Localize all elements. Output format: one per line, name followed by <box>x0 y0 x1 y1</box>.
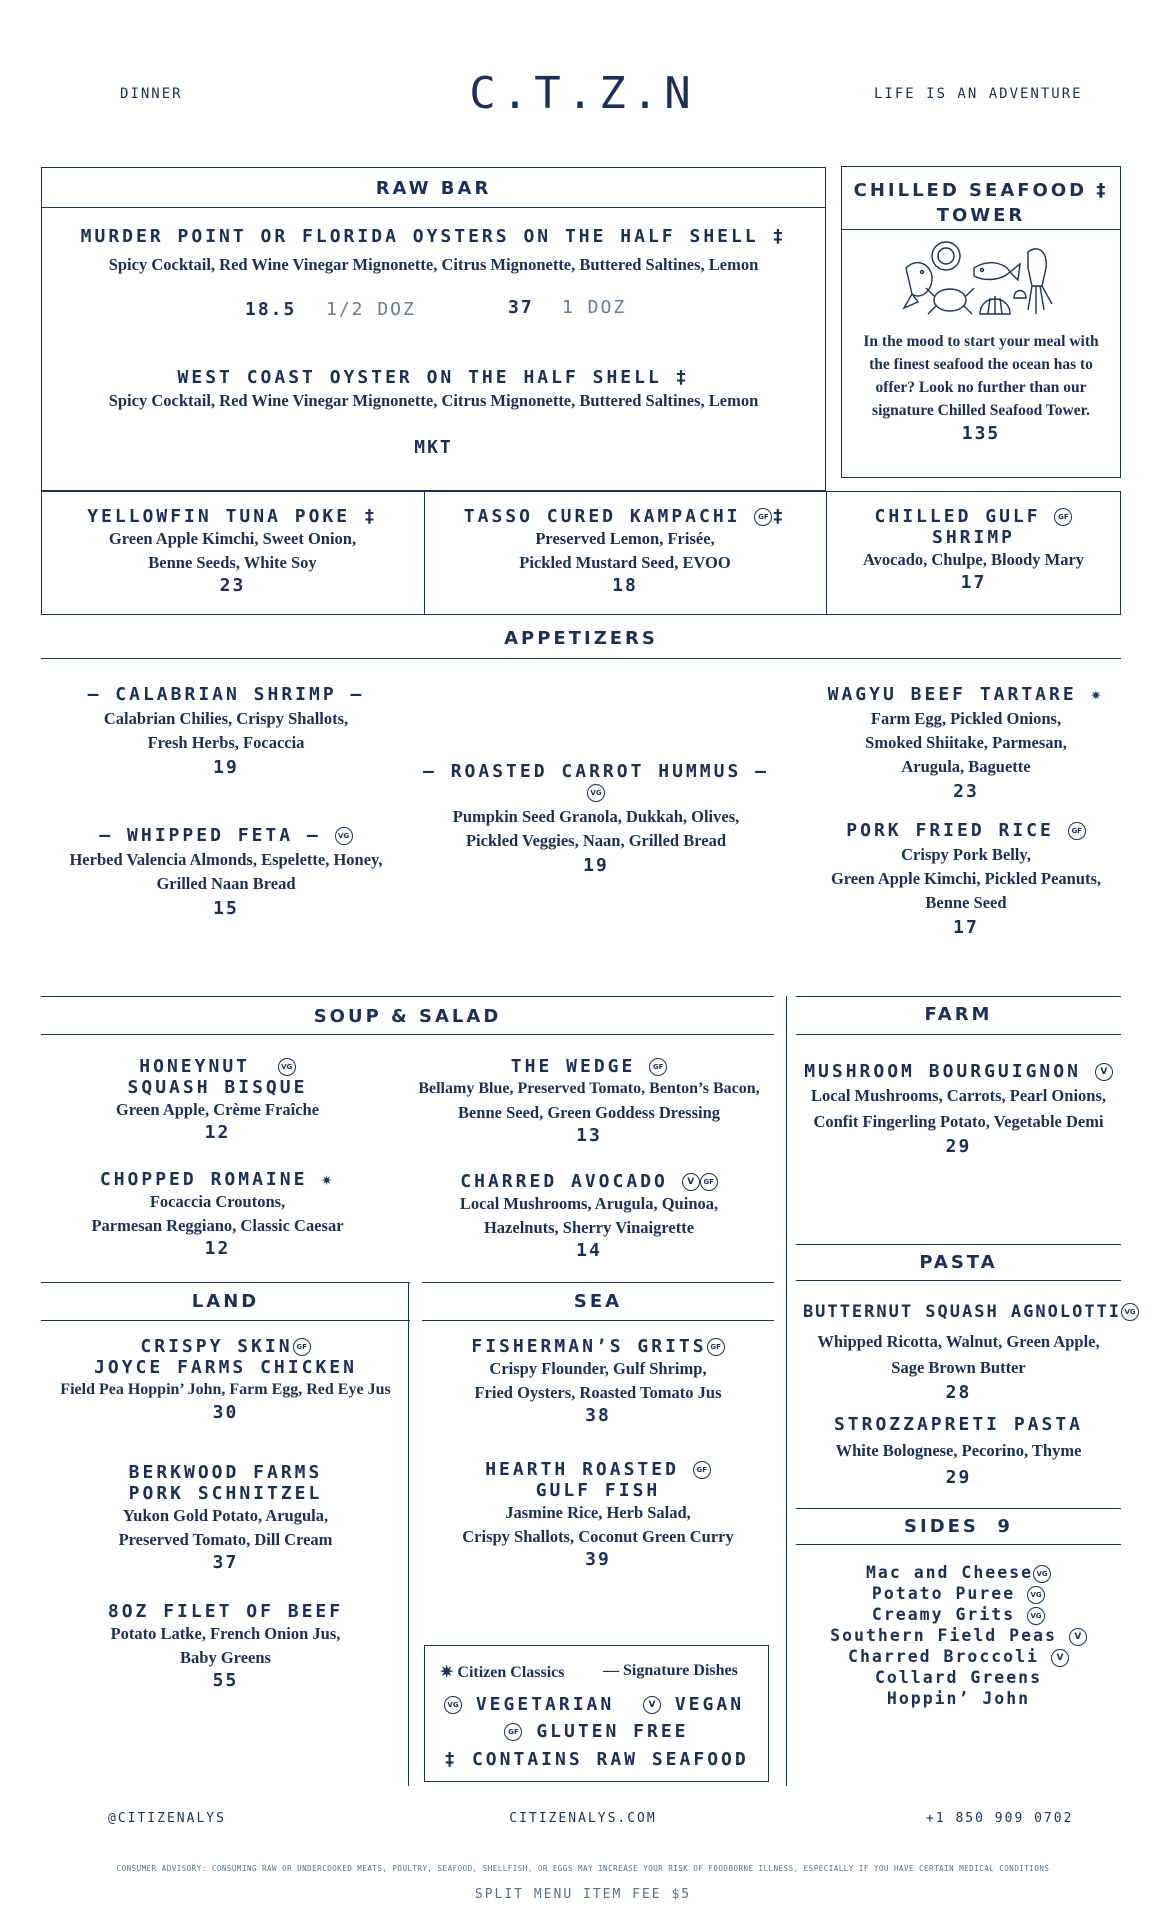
romaine-desc2: Parmesan Reggiano, Classic Caesar <box>91 1216 344 1235</box>
header-right: LIFE IS AN ADVENTURE <box>874 86 1083 102</box>
feta-desc2: Grilled Naan Bread <box>156 874 296 893</box>
rice-desc1: Crispy Pork Belly, <box>901 845 1031 864</box>
calabrian-price: 19 <box>213 757 239 778</box>
vegan-icon: V <box>682 1173 700 1191</box>
shrimp-name2: SHRIMP <box>931 527 1016 548</box>
wedge-name: THE WEDGE <box>510 1056 636 1077</box>
pork-desc2: Preserved Tomato, Dill Cream <box>118 1530 333 1549</box>
fish-desc1: Jasmine Rice, Herb Salad, <box>505 1503 691 1522</box>
soup-salad-title: SOUP & SALAD <box>313 1006 502 1027</box>
vegetarian-icon: VG <box>278 1058 296 1076</box>
vegan-icon: V <box>643 1696 661 1714</box>
wedge-desc2: Benne Seed, Green Goddess Dressing <box>457 1103 721 1122</box>
oyster1-half-label: 1/2 DOZ <box>326 299 416 320</box>
vegetarian-icon: VG <box>587 784 605 802</box>
list-item: Mac and Cheese VG <box>796 1562 1121 1583</box>
tartare-name: WAGYU BEEF TARTARE ✷ <box>827 684 1105 705</box>
poke-desc1: Green Apple Kimchi, Sweet Onion, <box>108 529 357 548</box>
oyster1-price-half: 18.5 <box>245 299 297 320</box>
legend-raw: CONTAINS RAW SEAFOOD <box>471 1749 749 1770</box>
sides-title: SIDES 9 <box>904 1516 1013 1537</box>
raw-bar-title: RAW BAR <box>375 178 492 199</box>
pork-name1: BERKWOOD FARMS <box>128 1462 323 1483</box>
instagram-link[interactable]: @CITIZENALYS <box>108 1811 226 1826</box>
star-icon: ✷ <box>440 1664 454 1681</box>
bisque-price: 12 <box>204 1122 231 1143</box>
pork-price: 37 <box>212 1552 239 1573</box>
shrimp-desc: Avocado, Chulpe, Bloody Mary <box>862 550 1085 569</box>
land-title: LAND <box>191 1291 260 1312</box>
gluten-free-icon: GF <box>1054 508 1072 526</box>
romaine-name: CHOPPED ROMAINE ✷ <box>99 1169 336 1190</box>
filet-desc2: Baby Greens <box>180 1648 271 1667</box>
gluten-free-icon: GF <box>693 1461 711 1479</box>
poke-desc2: Benne Seeds, White Soy <box>148 553 317 572</box>
bisque-name2: SQUASH BISQUE <box>127 1077 308 1098</box>
wedge-desc1: Bellamy Blue, Preserved Tomato, Benton’s Bacon, <box>418 1080 760 1097</box>
kampachi-price: 18 <box>612 575 638 596</box>
tower-title-line2: TOWER <box>936 205 1026 226</box>
shrimp-name1: CHILLED GULF <box>874 506 1041 527</box>
bisque-name1: HONEYNUT <box>139 1056 250 1077</box>
agnolotti-desc1: Whipped Ricotta, Walnut, Green Apple, <box>817 1332 1100 1351</box>
poke-price: 23 <box>219 575 246 596</box>
legend-vegetarian: VEGETARIAN <box>475 1694 615 1715</box>
feta-desc1: Herbed Valencia Almonds, Espelette, Honey, <box>69 850 383 869</box>
tower-desc: In the mood to start your meal with the finest seafood the ocean has to offer? Look no further than our signature Chilled Seafood Tower. <box>863 333 1099 419</box>
kampachi-desc1: Preserved Lemon, Frisée, <box>535 529 715 548</box>
list-item: Creamy Grits VG <box>796 1604 1121 1625</box>
farm-title: FARM <box>924 1004 993 1025</box>
grits-desc2: Fried Oysters, Roasted Tomato Jus <box>474 1383 722 1402</box>
strozzapreti-price: 29 <box>945 1467 972 1488</box>
pork-desc1: Yukon Gold Potato, Arugula, <box>122 1506 329 1525</box>
vegetarian-icon: VG <box>1027 1607 1045 1625</box>
filet-price: 55 <box>212 1670 239 1691</box>
gluten-free-icon: GF <box>754 508 772 526</box>
split-fee: SPLIT MENU ITEM FEE $5 <box>474 1887 692 1902</box>
pasta-title: PASTA <box>919 1252 998 1273</box>
phone-link[interactable]: +1 850 909 0702 <box>926 1811 1074 1826</box>
grits-desc1: Crispy Flounder, Gulf Shrimp, <box>489 1359 707 1378</box>
dagger-icon: ‡ <box>444 1749 459 1770</box>
oyster1-name: MURDER POINT OR FLORIDA OYSTERS ON THE HALF SHELL ‡ <box>80 226 787 247</box>
oyster1-price-doz: 37 <box>508 297 534 318</box>
chicken-desc: Field Pea Hoppin’ John, Farm Egg, Red Eye Jus <box>60 1381 391 1398</box>
gluten-free-icon: GF <box>293 1338 311 1356</box>
bourguignon-price: 29 <box>945 1136 972 1157</box>
tartare-price: 23 <box>953 781 979 802</box>
hummus-desc2: Pickled Veggies, Naan, Grilled Bread <box>465 831 727 850</box>
pork-name2: PORK SCHNITZEL <box>128 1483 323 1504</box>
gluten-free-icon: GF <box>504 1723 522 1741</box>
avocado-name: CHARRED AVOCADO <box>460 1171 668 1192</box>
hummus-price: 19 <box>583 855 609 876</box>
feta-price: 15 <box>213 898 239 919</box>
tower-title-line1: CHILLED SEAFOOD ‡ <box>853 180 1109 201</box>
filet-desc1: Potato Latke, French Onion Jus, <box>110 1624 341 1643</box>
gluten-free-icon: GF <box>700 1173 718 1191</box>
website-link[interactable]: CITIZENALYS.COM <box>509 1811 657 1826</box>
rice-name: PORK FRIED RICE <box>846 820 1054 841</box>
appetizers-title: APPETIZERS <box>504 628 658 649</box>
avocado-desc2: Hazelnuts, Sherry Vinaigrette <box>483 1218 695 1237</box>
fish-price: 39 <box>585 1549 611 1570</box>
gluten-free-icon: GF <box>649 1058 667 1076</box>
filet-name: 8OZ FILET OF BEEF <box>107 1601 344 1622</box>
vegetarian-icon: VG <box>1027 1586 1045 1604</box>
dash-icon: — <box>603 1662 619 1679</box>
tower-price: 135 <box>961 423 1001 444</box>
consumer-advisory: CONSUMER ADVISORY: CONSUMING RAW OR UNDERCOOKED MEATS, POULTRY, SEAFOOD, SHELLFISH, OR EGGS MAY INCREASE YOUR RISK OF FOODBORNE ILLNESS, ESPECIALLY IF YOU HAVE CERTAIN MEDICAL CONDITIONS <box>116 1864 1050 1873</box>
oyster2-desc: Spicy Cocktail, Red Wine Vinegar Mignonette, Citrus Mignonette, Buttered Saltines, Lemon <box>108 391 759 410</box>
legend-signature: Signature Dishes <box>623 1662 738 1679</box>
sides-list <box>796 1562 1121 1709</box>
vegan-icon: V <box>1095 1063 1113 1081</box>
fish-name1: HEARTH ROASTED <box>485 1459 679 1480</box>
sea-title: SEA <box>573 1291 623 1312</box>
gluten-free-icon: GF <box>707 1338 725 1356</box>
oyster1-desc: Spicy Cocktail, Red Wine Vinegar Mignonette, Citrus Mignonette, Buttered Saltines, Lemon <box>108 255 759 274</box>
bourguignon-name: MUSHROOM BOURGUIGNON <box>804 1061 1081 1082</box>
chicken-name2: JOYCE FARMS CHICKEN <box>94 1357 357 1378</box>
kampachi-desc2: Pickled Mustard Seed, EVOO <box>519 553 731 572</box>
chicken-price: 30 <box>212 1402 239 1423</box>
grits-name: FISHERMAN’S GRITS <box>471 1336 707 1357</box>
romaine-desc1: Focaccia Croutons, <box>149 1192 286 1211</box>
calabrian-desc1: Calabrian Chilies, Crispy Shallots, <box>103 709 349 728</box>
vegetarian-icon: VG <box>1033 1565 1051 1583</box>
vegetarian-icon: VG <box>335 827 353 845</box>
seafood-illustration-icon <box>898 238 1066 324</box>
calabrian-desc2: Fresh Herbs, Focaccia <box>147 733 305 752</box>
agnolotti-name: BUTTERNUT SQUASH AGNOLOTTI <box>802 1302 1122 1322</box>
list-item: Potato Puree VG <box>796 1583 1121 1604</box>
tartare-desc2: Smoked Shiitake, Parmesan, <box>865 733 1067 752</box>
rice-price: 17 <box>953 917 979 938</box>
oyster2-name: WEST COAST OYSTER ON THE HALF SHELL ‡ <box>177 367 690 388</box>
kampachi-name: TASSO CURED KAMPACHI <box>463 506 741 527</box>
vegan-icon: V <box>1069 1628 1087 1646</box>
vegan-icon: V <box>1051 1649 1069 1667</box>
calabrian-name: — CALABRIAN SHRIMP — <box>87 684 365 705</box>
legend-vegan: VEGAN <box>674 1694 745 1715</box>
list-item: Hoppin’ John <box>886 1689 1031 1708</box>
bourguignon-desc1: Local Mushrooms, Carrots, Pearl Onions, <box>810 1086 1106 1105</box>
tartare-desc1: Farm Egg, Pickled Onions, <box>870 709 1062 728</box>
logo: C.T.Z.N <box>469 68 697 119</box>
oyster1-doz-label: 1 DOZ <box>562 297 627 318</box>
list-item: Charred Broccoli V <box>796 1646 1121 1667</box>
wedge-price: 13 <box>576 1125 602 1146</box>
header-left: DINNER <box>120 86 183 102</box>
agnolotti-price: 28 <box>945 1382 972 1403</box>
romaine-price: 12 <box>204 1238 231 1259</box>
bourguignon-desc2: Confit Fingerling Potato, Vegetable Demi <box>813 1112 1104 1131</box>
hummus-name: — ROASTED CARROT HUMMUS — <box>423 761 769 782</box>
agnolotti-desc2: Sage Brown Butter <box>891 1358 1026 1377</box>
feta-name: — WHIPPED FETA — <box>99 825 321 846</box>
list-item: Collard Greens <box>874 1668 1043 1687</box>
list-item: Southern Field Peas V <box>796 1625 1121 1646</box>
avocado-price: 14 <box>576 1240 602 1261</box>
strozzapreti-name: STROZZAPRETI PASTA <box>833 1414 1084 1435</box>
legend-gluten-free: GLUTEN FREE <box>536 1721 689 1742</box>
rice-desc3: Benne Seed <box>925 893 1007 912</box>
shrimp-price: 17 <box>960 572 987 593</box>
raw-seafood-icon: ‡ <box>772 506 787 527</box>
chicken-name1: CRISPY SKIN <box>140 1336 293 1357</box>
hummus-desc1: Pumpkin Seed Granola, Dukkah, Olives, <box>452 807 740 826</box>
legend-classics: Citizen Classics <box>457 1664 565 1681</box>
fish-name2: GULF FISH <box>535 1480 661 1501</box>
tartare-desc3: Arugula, Baguette <box>901 757 1031 776</box>
fish-desc2: Crispy Shallots, Coconut Green Curry <box>462 1527 734 1546</box>
vegetarian-icon: VG <box>444 1696 462 1714</box>
gluten-free-icon: GF <box>1068 822 1086 840</box>
grits-price: 38 <box>585 1405 611 1426</box>
avocado-desc1: Local Mushrooms, Arugula, Quinoa, <box>459 1194 719 1213</box>
poke-name: YELLOWFIN TUNA POKE ‡ <box>87 506 378 527</box>
strozzapreti-desc: White Bolognese, Pecorino, Thyme <box>835 1441 1082 1460</box>
vegetarian-icon: VG <box>1121 1303 1139 1321</box>
bisque-desc: Green Apple, Crème Fraîche <box>115 1100 320 1119</box>
rice-desc2: Green Apple Kimchi, Pickled Peanuts, <box>830 869 1102 888</box>
oyster2-price: MKT <box>414 437 453 458</box>
